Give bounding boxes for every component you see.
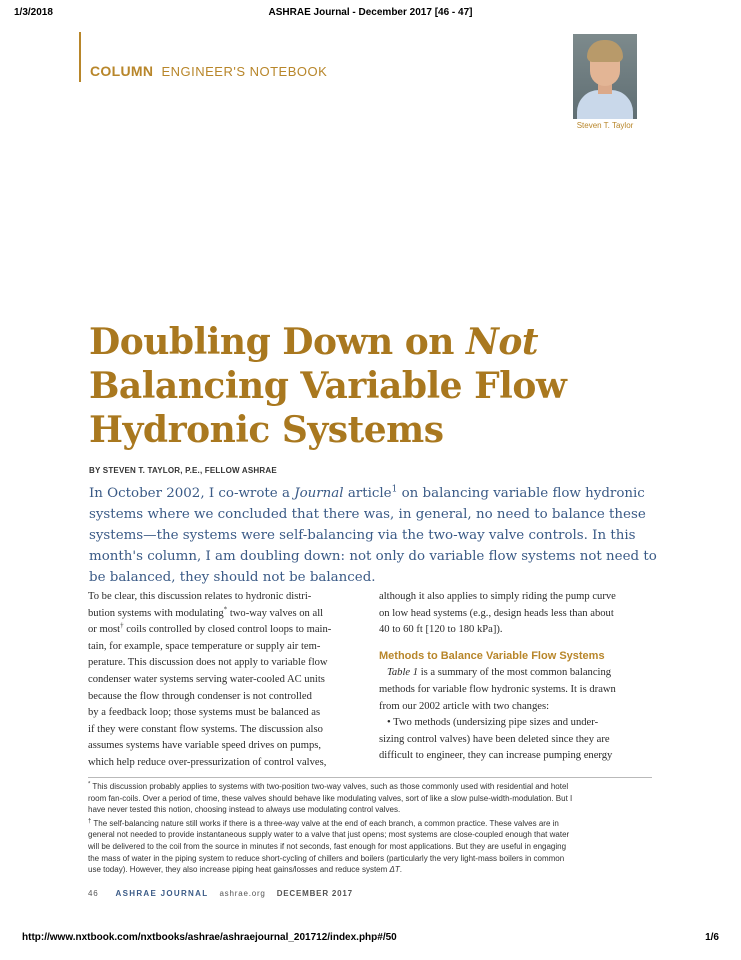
print-title: ASHRAE Journal - December 2017 [46 - 47] (268, 7, 473, 18)
column-accent-bar (79, 32, 81, 82)
page-number: 46 (88, 889, 99, 898)
footnote-line: use today). However, they also increase piping heat gains/losses and reduce system ΔT. (88, 865, 402, 875)
footnote-line: * This discussion probably applies to systems with two-position two-way valves, such as those commonly used with residential and hotel (88, 781, 569, 791)
photo-hair (587, 40, 623, 62)
author-caption: Steven T. Taylor (576, 121, 634, 130)
journal-site[interactable]: ashrae.org (219, 889, 266, 898)
table-reference[interactable]: Table 1 (386, 667, 419, 679)
lead-paragraph (89, 483, 657, 588)
bullet-line: • Two methods (undersizing pipe sizes and under- (386, 717, 599, 729)
body-line: To be clear, this discussion relates to hydronic distri- (88, 591, 312, 602)
body-column-right (379, 589, 655, 765)
article-title (89, 320, 649, 452)
issue-date: DECEMBER 2017 (276, 889, 353, 898)
footnote-line: will be delivered to the coil from the source in minutes if not seconds, fast enough for most applications. But they are useful in engaging (88, 841, 567, 851)
journal-name: ASHRAE JOURNAL (115, 889, 209, 898)
body-line: 40 to 60 ft [120 to 180 kPa]). (379, 624, 503, 636)
column-header (90, 63, 327, 79)
body-line: on low head systems (e.g., design heads less than about (379, 607, 614, 619)
footnote-line: the mass of water in the piping system to reduce short-cycling of chillers and boilers (particularly the very light-mass boilers in common (88, 853, 565, 863)
byline: BY STEVEN T. TAYLOR, P.E., FELLOW ASHRAE (89, 466, 277, 475)
body-line: Table 1 is a summary of the most common balancing (386, 667, 612, 679)
body-line: tain, for example, space temperature or supply air tem- (88, 640, 321, 652)
body-line: sizing control valves) have been deleted since they are (379, 733, 610, 745)
photo-shirt (577, 90, 633, 119)
title-line-2: Balancing Variable Flow (89, 365, 567, 407)
print-header (14, 7, 727, 21)
footnote-line: have never tested this notion, choosing instead to always use modulating control valves. (88, 805, 401, 815)
print-url[interactable]: http://www.nxtbook.com/nxtbooks/ashrae/ashraejournal_201712/index.php#/50 (22, 932, 397, 943)
body-line: if they were constant flow systems. The discussion also (88, 723, 323, 735)
page-footer (88, 889, 353, 898)
lead-line: In October 2002, I co-wrote a Journal article$^1$ on balancing variable flow hydronic (89, 484, 645, 501)
lead-line: systems where we concluded that there was, in general, no need to balance these (89, 507, 646, 522)
author-photo (573, 34, 637, 119)
print-footer (22, 932, 719, 946)
body-line: methods for variable flow hydronic systems. It is drawn (379, 683, 616, 695)
body-line: condenser water systems serving water-cooled AC units (88, 673, 325, 685)
title-line-1: Doubling Down on Not (89, 321, 538, 363)
section-heading: Methods to Balance Variable Flow Systems (379, 649, 605, 662)
body-line: assumes systems have variable speed drives on pumps, (88, 740, 322, 752)
footnote-divider (88, 777, 652, 778)
footnote-line: general not needed to provide instantaneous supply water to a valve that just opens; most systems are close-coupled enough that water (88, 830, 570, 840)
print-page-count: 1/6 (705, 932, 719, 943)
lead-line: month's column, I am doubling down: not only do variable flow systems not need to (89, 549, 657, 564)
body-line: although it also applies to simply riding the pump curve (379, 591, 616, 602)
title-line-3: Hydronic Systems (89, 409, 444, 451)
print-date: 1/3/2018 (14, 7, 53, 18)
column-name: ENGINEER'S NOTEBOOK (161, 64, 328, 79)
footnote-line: † The self-balancing nature still works if there is a three-way valve at the end of each branch, a common practice. These valves are in (88, 818, 559, 828)
footnote-ref[interactable]: † (120, 621, 124, 630)
body-line: from our 2002 article with two changes: (379, 700, 550, 712)
footnote-star (88, 781, 654, 816)
footnote-line: room fan-coils. Over a period of time, these valves should behave like modulating valves, sort of like a slow pulse-width-modulation. But I (88, 793, 573, 803)
footnotes (88, 781, 654, 876)
lead-line: be balanced, they should not be balanced. (89, 570, 376, 585)
body-line: bution systems with modulating* two-way valves on all (88, 605, 324, 619)
body-line: because the flow through condenser is not controlled (88, 690, 312, 702)
body-line: difficult to engineer, they can increase pumping energy (379, 750, 613, 762)
footnote-ref[interactable]: 1 (391, 484, 398, 495)
body-column-left (88, 589, 364, 772)
body-line: perature. This discussion does not apply to variable flow (88, 657, 328, 669)
lead-line: systems—the systems were self-balancing via the two-way valve controls. In this (89, 528, 636, 543)
footnote-dagger (88, 818, 654, 876)
footnote-ref[interactable]: * (223, 605, 228, 614)
column-kicker: COLUMN (90, 63, 154, 79)
body-line: by a feedback loop; those systems must be balanced as (88, 707, 321, 719)
body-line: or most† coils controlled by closed control loops to main- (88, 621, 332, 636)
body-line: which help reduce over-pressurization of control valves, (88, 756, 327, 768)
title-emphasis: Not (465, 321, 538, 363)
